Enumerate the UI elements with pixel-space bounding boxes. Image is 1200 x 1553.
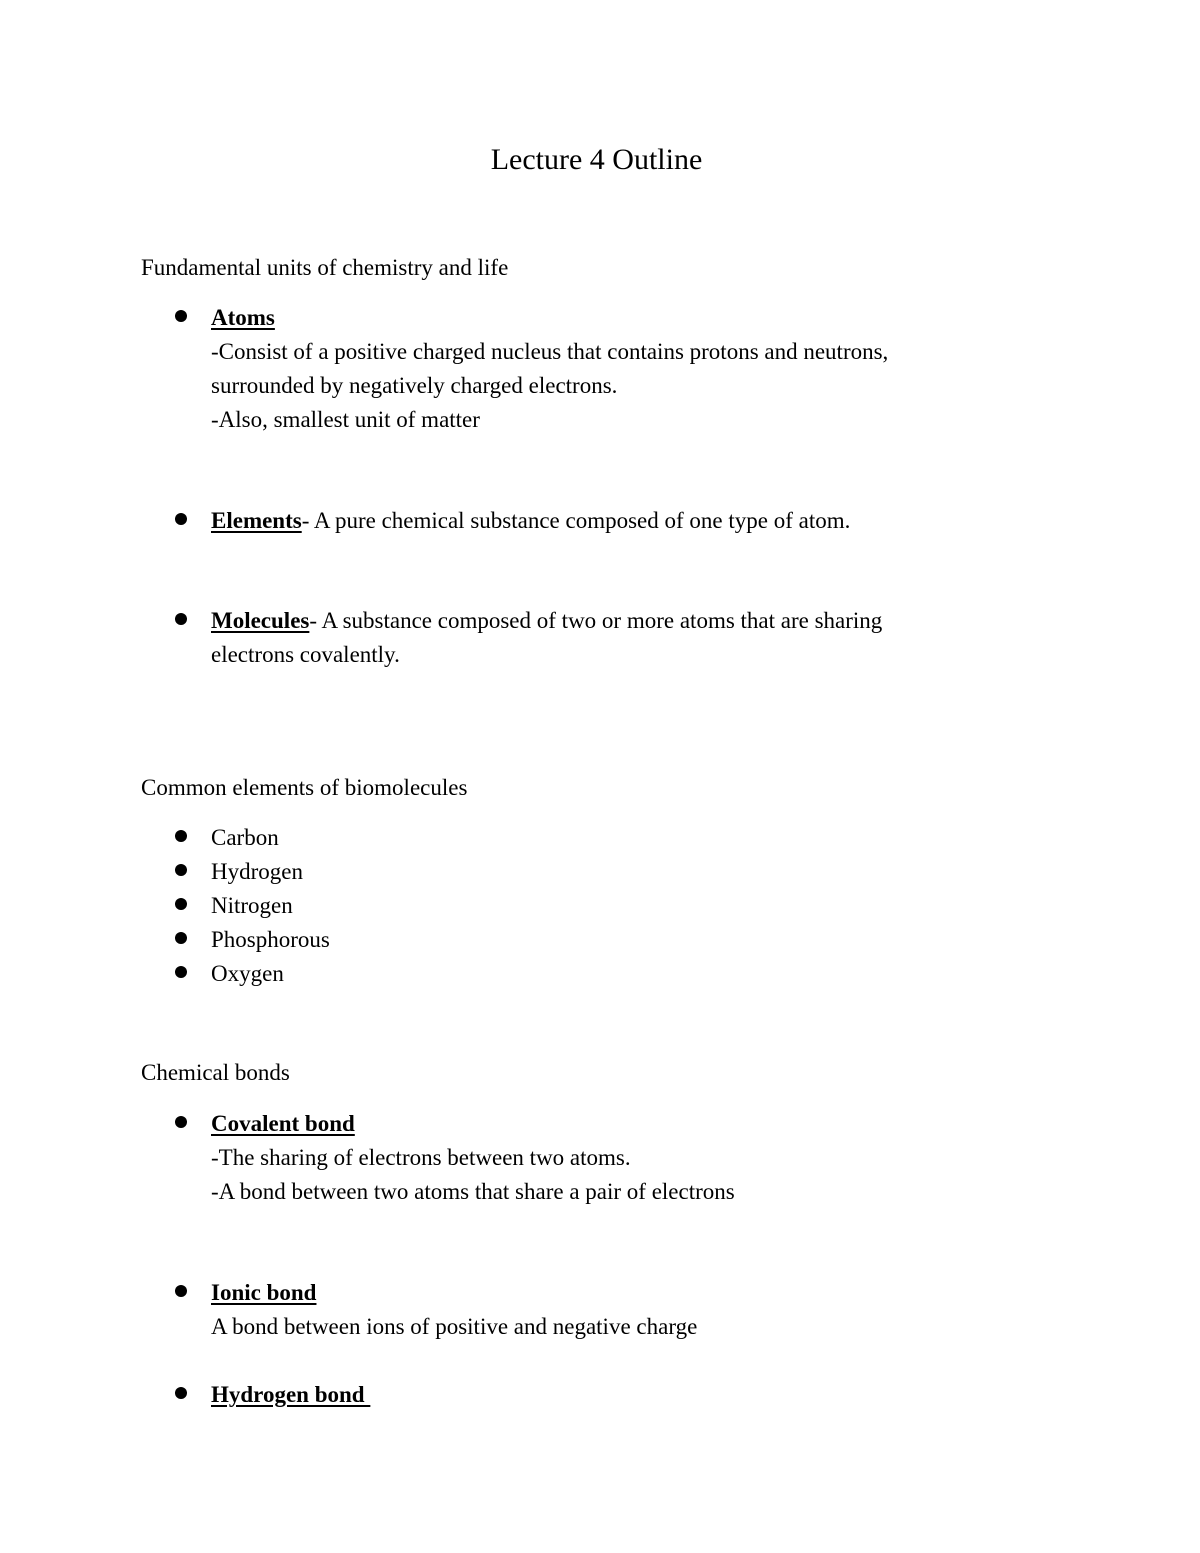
list-item-ionic-bond	[0, 1276, 1061, 1344]
list-item-covalent-bond	[0, 1107, 1061, 1209]
ionic-bond-list	[0, 1276, 1061, 1344]
list-item	[0, 957, 1061, 991]
section-heading-fundamental-units: Fundamental units of chemistry and life	[141, 255, 509, 280]
element-carbon: Carbon	[211, 825, 279, 850]
bullet-icon	[175, 932, 187, 944]
section-heading-chemical-bonds: Chemical bonds	[141, 1060, 290, 1085]
bullet-icon	[175, 966, 187, 978]
bullet-icon	[175, 310, 187, 322]
term-hydrogen-bond: Hydrogen bond	[211, 1382, 371, 1407]
element-hydrogen: Hydrogen	[211, 859, 303, 884]
fundamental-units-list	[0, 301, 1061, 437]
molecules-definition: - A substance composed of two or more atoms that are sharing	[309, 608, 883, 633]
list-item	[0, 855, 1061, 889]
ionic-line-1: A bond between ions of positive and negative charge	[211, 1314, 698, 1339]
covalent-bond-list	[0, 1107, 1061, 1209]
term-atoms: Atoms	[211, 305, 275, 330]
atoms-line-1: -Consist of a positive charged nucleus that contains protons and neutrons,	[211, 339, 889, 364]
term-covalent-bond: Covalent bond	[211, 1111, 355, 1136]
bullet-icon	[175, 513, 187, 525]
bullet-icon	[175, 1116, 187, 1128]
bullet-icon	[175, 898, 187, 910]
covalent-line-1: -The sharing of electrons between two atoms.	[211, 1145, 631, 1170]
term-ionic-bond: Ionic bond	[211, 1280, 317, 1305]
list-item	[0, 821, 1061, 855]
bullet-icon	[175, 1285, 187, 1297]
list-item	[0, 889, 1061, 923]
atoms-line-2: surrounded by negatively charged electrons.	[211, 373, 618, 398]
list-item	[0, 923, 1061, 957]
term-molecules: Molecules	[211, 608, 310, 633]
section-heading-common-elements: Common elements of biomolecules	[141, 775, 468, 800]
molecules-line-2: electrons covalently.	[211, 642, 400, 667]
element-nitrogen: Nitrogen	[211, 893, 293, 918]
list-item-elements	[0, 504, 1061, 538]
list-item-molecules	[0, 604, 1061, 672]
common-elements-list	[0, 821, 1061, 991]
bullet-icon	[175, 1387, 187, 1399]
page-title: Lecture 4 Outline	[490, 143, 703, 176]
covalent-line-2: -A bond between two atoms that share a pair of electrons	[211, 1179, 735, 1204]
element-phosphorous: Phosphorous	[211, 927, 330, 952]
term-elements: Elements	[211, 508, 302, 533]
bullet-icon	[175, 613, 187, 625]
hydrogen-bond-list	[0, 1378, 1061, 1412]
list-item-hydrogen-bond	[0, 1378, 1061, 1412]
atoms-line-3: -Also, smallest unit of matter	[211, 407, 480, 432]
elements-list	[0, 504, 1061, 538]
bullet-icon	[175, 830, 187, 842]
elements-definition: - A pure chemical substance composed of one type of atom.	[301, 508, 851, 533]
list-item-atoms	[0, 301, 1061, 437]
bullet-icon	[175, 864, 187, 876]
element-oxygen: Oxygen	[211, 961, 284, 986]
molecules-list	[0, 604, 1061, 672]
